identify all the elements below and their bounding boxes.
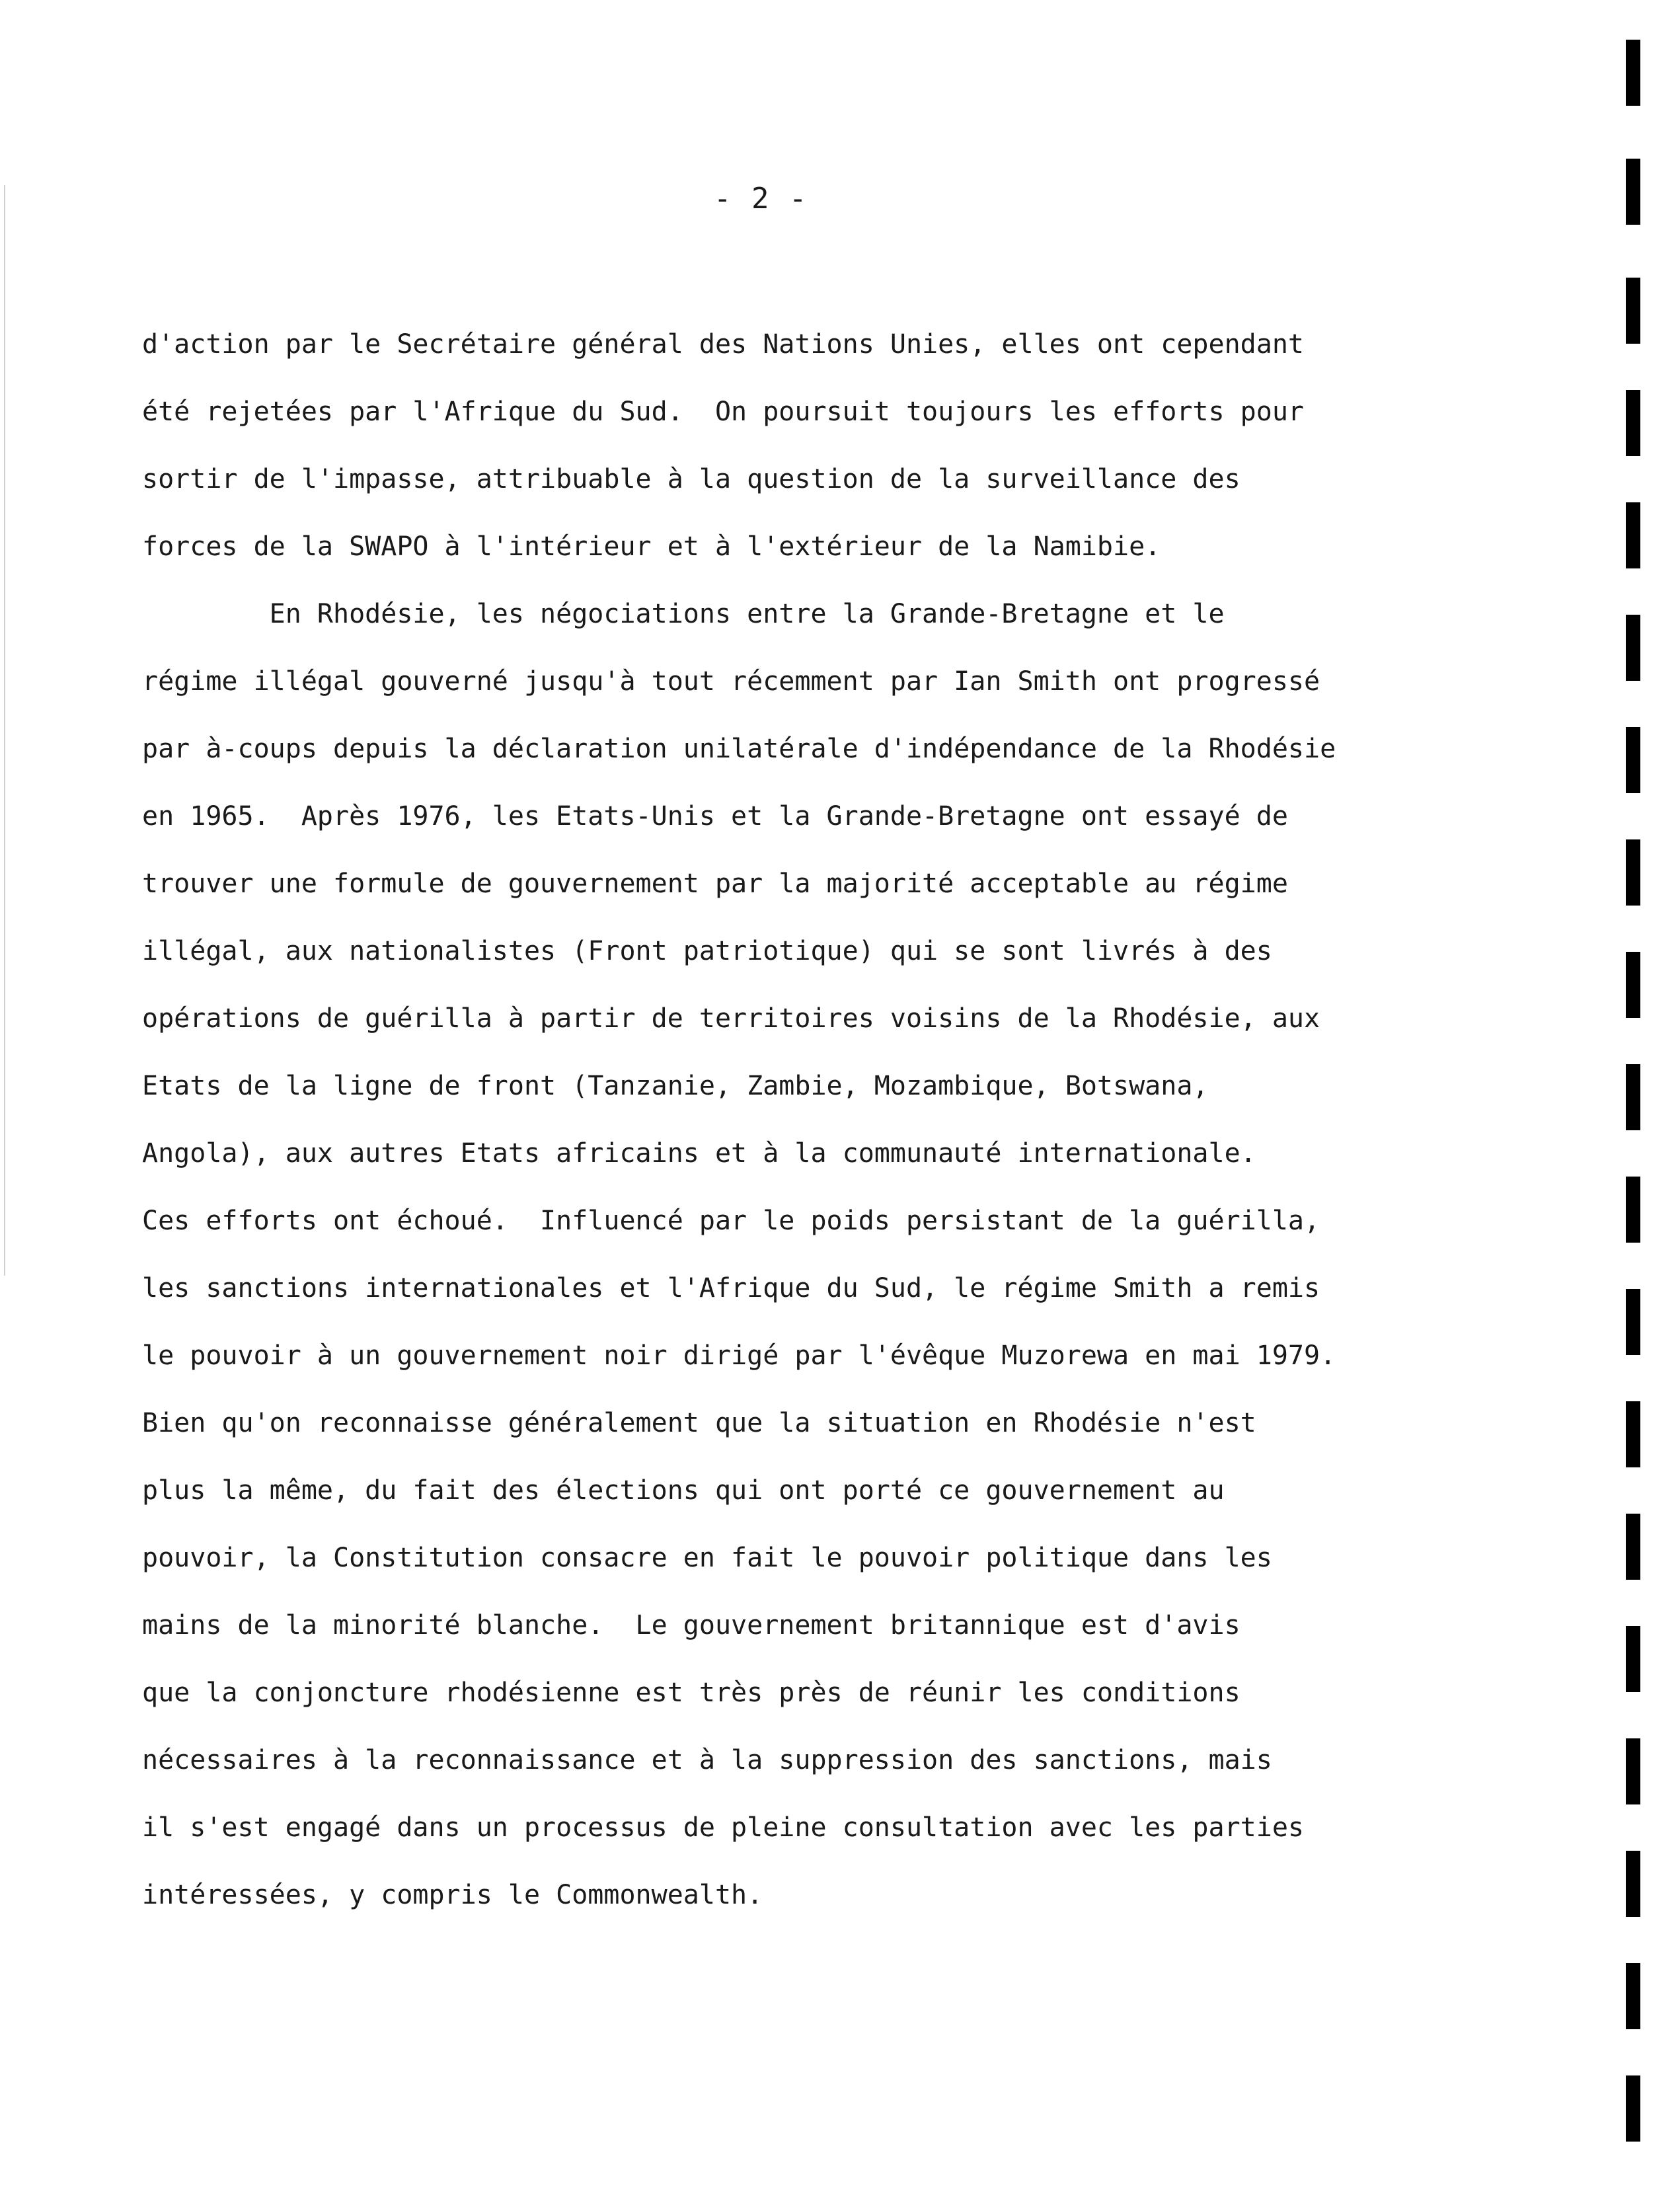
text-line: pouvoir, la Constitution consacre en fait le pouvoir politique dans les	[142, 1543, 1272, 1573]
text-line: le pouvoir à un gouvernement noir dirigé par l'évêque Muzorewa en mai 1979.	[142, 1340, 1336, 1371]
scan-mark	[1626, 1851, 1640, 1917]
text-line: illégal, aux nationalistes (Front patriotique) qui se sont livrés à des	[142, 936, 1272, 966]
scan-mark	[1626, 502, 1640, 568]
text-line: il s'est engagé dans un processus de pleine consultation avec les parties	[142, 1812, 1304, 1843]
text-line: d'action par le Secrétaire général des Nations Unies, elles ont cependant	[142, 329, 1304, 360]
text-line: Ces efforts ont échoué. Influencé par le poids persistant de la guérilla,	[142, 1206, 1320, 1236]
text-line: que la conjoncture rhodésienne est très près de réunir les conditions	[142, 1678, 1241, 1708]
scan-mark	[1626, 1626, 1640, 1692]
scan-mark	[1626, 1177, 1640, 1243]
text-line: plus la même, du fait des élections qui ont porté ce gouvernement au	[142, 1475, 1225, 1506]
page-number: - 2 -	[714, 182, 808, 215]
text-line: opérations de guérilla à partir de territoires voisins de la Rhodésie, aux	[142, 1003, 1320, 1034]
text-line: mains de la minorité blanche. Le gouvernement britannique est d'avis	[142, 1610, 1241, 1641]
scan-mark	[1626, 1963, 1640, 2029]
paragraph-start-line: En Rhodésie, les négociations entre la Grande-Bretagne et le	[142, 599, 1225, 629]
scan-mark	[1626, 2075, 1640, 2142]
text-line: sortir de l'impasse, attribuable à la question de la surveillance des	[142, 464, 1241, 494]
document-body	[142, 311, 1398, 1929]
text-line: régime illégal gouverné jusqu'à tout récemment par Ian Smith ont progressé	[142, 666, 1320, 697]
scan-mark	[1626, 390, 1640, 456]
scan-mark	[1626, 1064, 1640, 1130]
scan-mark	[1626, 1289, 1640, 1355]
text-line: en 1965. Après 1976, les Etats-Unis et la Grande-Bretagne ont essayé de	[142, 801, 1288, 832]
text-line: intéressées, y compris le Commonwealth.	[142, 1880, 763, 1910]
text-line: les sanctions internationales et l'Afrique du Sud, le régime Smith a remis	[142, 1273, 1320, 1303]
text-line: par à-coups depuis la déclaration unilatérale d'indépendance de la Rhodésie	[142, 734, 1336, 764]
scan-mark	[1626, 40, 1640, 106]
scan-mark	[1626, 1514, 1640, 1580]
scan-mark	[1626, 278, 1640, 344]
scan-sync-marks	[1601, 0, 1680, 2209]
scan-mark	[1626, 839, 1640, 906]
scan-mark	[1626, 727, 1640, 793]
scan-mark	[1626, 1401, 1640, 1467]
scan-mark	[1626, 952, 1640, 1018]
text-line: Bien qu'on reconnaisse généralement que la situation en Rhodésie n'est	[142, 1408, 1256, 1438]
text-line: forces de la SWAPO à l'intérieur et à l'extérieur de la Namibie.	[142, 531, 1161, 562]
scan-mark	[1626, 1738, 1640, 1804]
text-line: nécessaires à la reconnaissance et à la suppression des sanctions, mais	[142, 1745, 1272, 1775]
scan-mark	[1626, 615, 1640, 681]
text-line: Etats de la ligne de front (Tanzanie, Zambie, Mozambique, Botswana,	[142, 1071, 1209, 1101]
scan-mark	[1626, 159, 1640, 225]
scan-left-edge	[4, 185, 5, 1276]
text-line: trouver une formule de gouvernement par la majorité acceptable au régime	[142, 869, 1288, 899]
text-line: Angola), aux autres Etats africains et à la communauté internationale.	[142, 1138, 1256, 1169]
text-line: été rejetées par l'Afrique du Sud. On poursuit toujours les efforts pour	[142, 397, 1304, 427]
